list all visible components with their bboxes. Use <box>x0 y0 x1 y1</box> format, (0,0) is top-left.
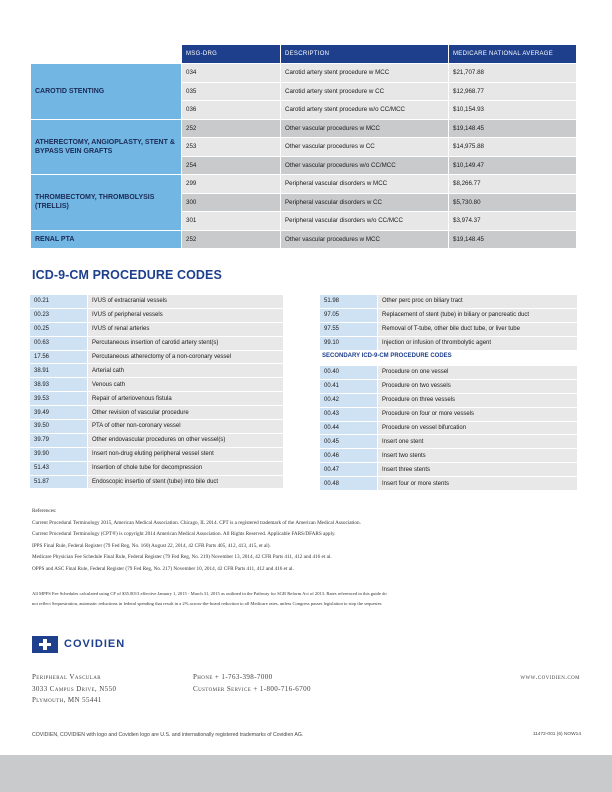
code-row <box>320 394 577 407</box>
icd-procedure-codes-title: ICD-9-CM PROCEDURE CODES <box>32 268 222 282</box>
code-description-cell: Other endovascular procedures on other vessel(s) <box>88 434 283 447</box>
description-cell: Peripheral vascular disorders w CC <box>281 194 448 212</box>
amount-cell: $14,975.88 <box>449 138 576 156</box>
code-row <box>320 309 577 322</box>
description-cell: Other vascular procedures w MCC <box>281 120 448 138</box>
code-row <box>320 408 577 421</box>
code-cell: 00.47 <box>320 463 378 476</box>
drg-cell: 300 <box>182 194 280 212</box>
reference-line: Medicare Physician Fee Schedule Final Rule, Federal Register (79 Fed Reg, No. 219) November 13, 2014, 42 CFR Parts 411, 412 and 416 et al. <box>32 554 332 560</box>
drg-cell: 252 <box>182 120 280 138</box>
reference-line: IPPS Final Rule, Federal Register (79 Fed Reg, No. 160) August 22, 2014, 42 CFR Parts 405, 412, 413, 415, et al). <box>32 542 271 549</box>
table-row <box>31 120 576 138</box>
icd-right-table <box>320 294 577 351</box>
document-id: 11472-001 (6) NOW14 <box>532 732 581 737</box>
code-row <box>30 323 283 336</box>
drg-cell: 253 <box>182 138 280 156</box>
code-cell: 38.93 <box>30 378 88 391</box>
covidien-logo <box>32 634 125 654</box>
column-header-medicare-average: MEDICARE NATIONAL AVERAGE <box>449 45 576 63</box>
code-row <box>30 364 283 377</box>
table-row <box>31 175 576 193</box>
group-label-atherectomy: ATHERECTOMY, ANGIOPLASTY, STENT & BYPASS VEIN GRAFTS <box>31 120 181 175</box>
code-row <box>30 378 283 391</box>
group-label-carotid-stenting: CAROTID STENTING <box>31 64 181 119</box>
code-description-cell: PTA of other non-coronary vessel <box>88 420 283 433</box>
code-description-cell: Insertion of chole tube for decompression <box>88 462 283 475</box>
drg-cell: 254 <box>182 157 280 175</box>
code-cell: 39.90 <box>30 448 88 461</box>
group-label-renal-pta: RENAL PTA <box>31 231 181 249</box>
code-cell: 39.79 <box>30 434 88 447</box>
code-description-cell: Venous cath <box>88 378 283 391</box>
code-row <box>320 422 577 435</box>
fee-schedule-note <box>32 589 582 608</box>
code-cell: 39.53 <box>30 392 88 405</box>
code-description-cell: Procedure on four or more vessels <box>378 408 577 421</box>
code-row <box>320 366 577 379</box>
description-cell: Carotid artery stent procedure w CC <box>281 83 448 101</box>
amount-cell: $21,707.88 <box>449 64 576 82</box>
column-header-description: DESCRIPTION <box>281 45 448 63</box>
table-row <box>31 64 576 82</box>
code-row <box>30 462 283 475</box>
code-cell: 00.41 <box>320 380 378 393</box>
code-cell: 00.44 <box>320 422 378 435</box>
logo-wordmark: COVIDIEN <box>64 638 126 650</box>
code-row <box>30 448 283 461</box>
code-description-cell: Replacement of stent (tube) in biliary or pancreatic duct <box>378 309 577 322</box>
table-header-row <box>31 45 576 63</box>
description-cell: Peripheral vascular disorders w MCC <box>281 175 448 193</box>
code-description-cell: Insert two stents <box>378 449 577 462</box>
phone-line: Customer Service + 1-800-716-6700 <box>193 684 311 693</box>
description-cell: Carotid artery stent procedure w MCC <box>281 64 448 82</box>
code-description-cell: Procedure on three vessels <box>378 394 577 407</box>
code-row <box>320 449 577 462</box>
description-cell: Other vascular procedures w/o CC/MCC <box>281 157 448 175</box>
note-line: All MPFS Fee Schedules calculated using CF of $35.8013 effective January 1, 2015 - March 31, 2015 as outlined in the Pathway for SGR Reform Act of 2013. Rates referenced in this guide do <box>32 591 387 596</box>
code-row <box>30 295 283 308</box>
code-description-cell: Arterial cath <box>88 364 283 377</box>
code-cell: 00.45 <box>320 435 378 448</box>
amount-cell: $3,974.37 <box>449 212 576 230</box>
code-cell: 00.21 <box>30 295 88 308</box>
reference-line: Current Procedural Terminology (CPT®) is copyright 2014 American Medical Association. All Rights Reserved. Applicable FARS/DFARS apply. <box>32 531 336 537</box>
drg-cell: 299 <box>182 175 280 193</box>
code-cell: 00.25 <box>30 323 88 336</box>
code-description-cell: Percutaneous insertion of carotid artery stent(s) <box>88 337 283 350</box>
amount-cell: $8,266.77 <box>449 175 576 193</box>
code-cell: 00.40 <box>320 366 378 379</box>
drg-cell: 036 <box>182 101 280 119</box>
code-description-cell: Procedure on vessel bifurcation <box>378 422 577 435</box>
copyright-text: COVIDIEN, COVIDIEN with logo and Covidien logo are U.S. and internationally registered trademarks of Covidien AG. <box>32 732 304 738</box>
code-cell: 39.50 <box>30 420 88 433</box>
code-row <box>320 463 577 476</box>
amount-cell: $5,730.80 <box>449 194 576 212</box>
code-description-cell: Repair of arteriovenous fistula <box>88 392 283 405</box>
cross-logo-icon <box>32 636 58 653</box>
description-cell: Carotid artery stent procedure w/o CC/MCC <box>281 101 448 119</box>
code-description-cell: Procedure on one vessel <box>378 366 577 379</box>
drg-cell: 035 <box>182 83 280 101</box>
code-cell: 00.42 <box>320 394 378 407</box>
drg-cell: 301 <box>182 212 280 230</box>
code-cell: 51.98 <box>320 295 378 308</box>
code-description-cell: Removal of T-tube, other bile duct tube, or liver tube <box>378 323 577 336</box>
code-row <box>30 434 283 447</box>
reference-line: Current Procedural Terminology 2015, American Medical Association. Chicago, IL 2014. CPT is a registered trademark of the American Medical Association. <box>32 519 361 526</box>
code-cell: 97.05 <box>320 309 378 322</box>
code-row <box>30 406 283 419</box>
amount-cell: $12,968.77 <box>449 83 576 101</box>
drg-cell: 252 <box>182 231 280 249</box>
code-row <box>30 351 283 364</box>
code-description-cell: IVUS of extracranial vessels <box>88 295 283 308</box>
code-row <box>30 420 283 433</box>
code-row <box>30 476 283 489</box>
icd-secondary-table <box>320 365 577 491</box>
code-description-cell: IVUS of renal arteries <box>88 323 283 336</box>
secondary-codes-title: SECONDARY ICD-9-CM PROCEDURE CODES <box>322 353 452 359</box>
phone-block <box>193 672 311 695</box>
header-spacer <box>31 45 181 63</box>
code-description-cell: Endoscopic insertio of stent (tube) into bile duct <box>88 476 283 489</box>
footer-band <box>0 755 612 792</box>
code-cell: 99.10 <box>320 337 378 350</box>
note-line: not reflect Sequestration, automatic reductions in federal spending that result in a 2% across-the-board reduction to all Medicare rates, unless Congress passes legislation to stop the sequester. <box>32 600 383 606</box>
address-line: Plymouth, MN 55441 <box>32 696 102 704</box>
icd-left-table <box>30 294 283 489</box>
code-description-cell: Insert four or more stents <box>378 477 577 490</box>
reference-line: OPPS and ASC Final Rule, Federal Register (79 Fed Reg, No. 217) November 10, 2014, 42 CFR Parts 411, 412 and 416 et al. <box>32 565 294 572</box>
code-row <box>30 392 283 405</box>
amount-cell: $10,149.47 <box>449 157 576 175</box>
address-line: 3033 Campus Drive, N550 <box>32 684 117 693</box>
code-cell: 38.91 <box>30 364 88 377</box>
references-heading: References: <box>32 508 57 514</box>
code-description-cell: Insert non-drug eluting peripheral vessel stent <box>88 448 283 461</box>
amount-cell: $10,154.93 <box>449 101 576 119</box>
code-cell: 51.43 <box>30 462 88 475</box>
address-line: Peripheral Vascular <box>32 673 102 681</box>
code-description-cell: Percutaneous atherectomy of a non-coronary vessel <box>88 351 283 364</box>
code-description-cell: IVUS of peripheral vessels <box>88 309 283 322</box>
address-block <box>32 672 116 707</box>
code-description-cell: Insert one stent <box>378 435 577 448</box>
code-cell: 00.63 <box>30 337 88 350</box>
code-row <box>320 380 577 393</box>
code-description-cell: Injection or infusion of thrombolytic agent <box>378 337 577 350</box>
phone-line: Phone + 1-763-398-7000 <box>193 673 273 681</box>
code-row <box>30 309 283 322</box>
references-block <box>32 506 582 575</box>
group-label-thrombectomy: THROMBECTOMY, THROMBOLYSIS (TRELLIS) <box>31 175 181 230</box>
code-row <box>320 477 577 490</box>
code-row <box>30 337 283 350</box>
website[interactable]: www.covidien.com <box>520 673 580 681</box>
description-cell: Peripheral vascular disorders w/o CC/MCC <box>281 212 448 230</box>
code-cell: 00.48 <box>320 477 378 490</box>
code-cell: 00.43 <box>320 408 378 421</box>
code-row <box>320 295 577 308</box>
description-cell: Other vascular procedures w MCC <box>281 231 448 249</box>
code-cell: 39.49 <box>30 406 88 419</box>
description-cell: Other vascular procedures w CC <box>281 138 448 156</box>
code-cell: 97.55 <box>320 323 378 336</box>
code-row <box>320 337 577 350</box>
code-cell: 51.87 <box>30 476 88 489</box>
code-description-cell: Insert three stents <box>378 463 577 476</box>
code-description-cell: Other perc proc on biliary tract <box>378 295 577 308</box>
code-row <box>320 323 577 336</box>
drg-cell: 034 <box>182 64 280 82</box>
code-description-cell: Other revision of vascular procedure <box>88 406 283 419</box>
amount-cell: $19,148.45 <box>449 231 576 249</box>
code-cell: 00.46 <box>320 449 378 462</box>
hospital-inpatient-table <box>30 44 577 249</box>
code-row <box>320 435 577 448</box>
code-cell: 17.56 <box>30 351 88 364</box>
column-header-msg-drg: MSG-DRG <box>182 45 280 63</box>
table-row <box>31 231 576 249</box>
amount-cell: $19,148.45 <box>449 120 576 138</box>
code-description-cell: Procedure on two vessels <box>378 380 577 393</box>
code-cell: 00.23 <box>30 309 88 322</box>
